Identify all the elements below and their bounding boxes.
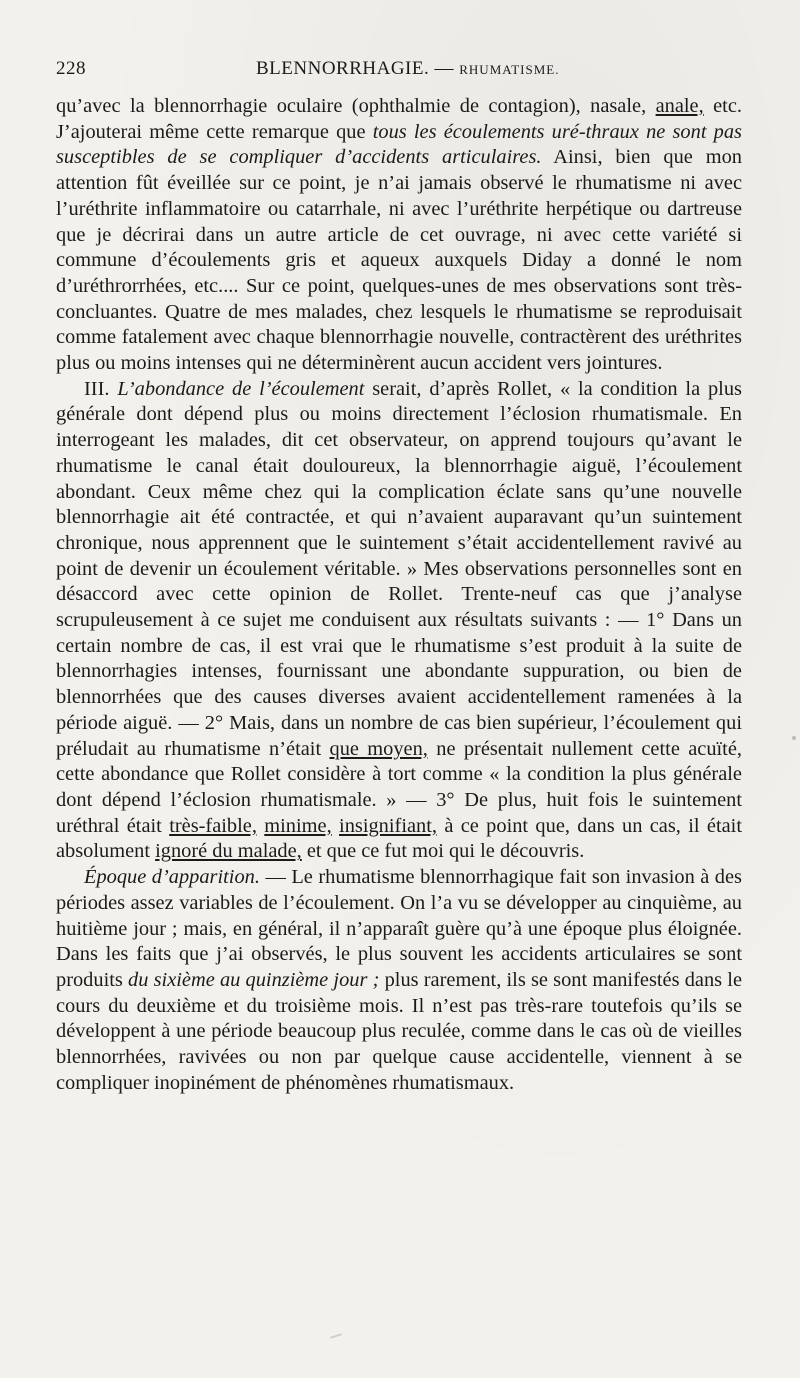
text-span: Ainsi, bien que mon attention fût éveillée sur ce point, je n’ai jamais observé le rhumatisme ni avec l’uréthrite inflammatoire ou catarrhale, ni avec l’uréthrite herpétique ou dartreuse que je décrirai dans un autre article de cet ouvrage, ni avec cette variété si commune d’écoulements gris et aqueux auxquels Diday a donné le nom d’uréthrorrhées, etc.... Sur ce point, quelques-unes de mes observations sont très-concluantes. Quatre de mes malades, chez lesquels le rhumatisme se reproduisait comme fatalement avec chaque blennorrhagie nouvelle, contractèrent des uréthrites plus ou moins intenses qui ne déterminèrent aucun accident vers jointures.	[56, 146, 742, 375]
text-span: serait, d’après Rollet, « la condition la plus générale dont dépend plus ou moins directement l’éclosion rhumatismale. En interrogeant les malades, dit cet observateur, on apprend toujours qu’avant le rhumatisme le canal était douloureux, la blennorrhagie aiguë, l’écoulement abondant. Ceux même chez qui la complication éclate sans qu’une nouvelle blennorrhagie ait été contractée, et qui n’avaient auparavant qu’un suintement chronique, nous apprennent que le suintement s’était accidentellement ravivé au point de devenir un écoulement véritable. » Mes observations personnelles sont en désaccord avec cette opinion de Rollet. Trente-neuf cas que j’analyse scrupuleusement à ce sujet me conduisent aux résultats suivants : — 1° Dans un certain nombre de cas, il est vrai que le rhumatisme s’est produit à la suite de blennorrhagies intenses, fournissant une abondante suppuration, ou bien de blennorrhées que des causes diverses avaient accidentellement ramenées à la période aiguë. — 2° Mais, dans un nombre de cas bien supérieur, l’écoulement qui préludait au rhumatisme n’était	[56, 377, 742, 760]
underlined-text: très-faible,	[169, 814, 257, 837]
paragraph-1	[56, 94, 742, 377]
section-number: III.	[84, 377, 118, 400]
italic-text: du sixième au quinzième jour ;	[128, 968, 380, 991]
running-title	[256, 58, 559, 80]
page-header	[56, 58, 742, 84]
underlined-text: insignifiant,	[339, 814, 438, 837]
text-span: etc. J’ajouterai même cette remarque que	[56, 95, 742, 143]
text-span	[332, 815, 339, 837]
underlined-text: anale,	[655, 95, 704, 117]
paragraph-2	[56, 377, 742, 865]
text-span: qu’avec la blennorrhagie oculaire (ophthalmie de contagion), nasale,	[56, 95, 656, 117]
italic-text: tous les écoulements uré-thraux ne sont pas susceptibles de se compliquer d’accidents articulaires.	[56, 120, 742, 169]
running-title-sub: RHUMATISME.	[459, 62, 560, 77]
text-span: à ce point que, dans un cas, il était absolument	[56, 814, 742, 863]
italic-heading: Époque d’apparition.	[84, 866, 260, 889]
underlined-text: que moyen,	[329, 737, 428, 760]
scan-speck	[792, 736, 796, 740]
paragraph-3	[56, 865, 742, 1096]
page-number: 228	[56, 58, 86, 79]
underlined-text: minime,	[264, 814, 332, 837]
text-span: et que ce fut moi qui le découvris.	[301, 840, 585, 863]
page-stain	[330, 1333, 342, 1339]
running-title-main: BLENNORRHAGIE. —	[256, 58, 454, 79]
text-span: — Le rhumatisme blennorrhagique fait son invasion à des périodes assez variables de l’écoulement. On l’a vu se développer au cinquième, au huitième jour ; mais, en général, il n’apparaît guère qu’à une époque plus éloignée. Dans les faits que j’ai observés, le plus souvent les accidents articulaires se sont produits	[56, 866, 742, 991]
text-span: ne présentait nullement cette acuïté, cette abondance que Rollet considère à tort comme « la condition la plus générale dont dépend l’éclosion rhumatismale. » — 3° De plus, huit fois le suintement uréthral était	[56, 737, 742, 837]
text-span: plus rarement, ils se sont manifestés dans le cours du deuxième et du troisième mois. Il n’est pas très-rare toutefois qu’ils se développent à une période beaucoup plus reculée, comme dans le cas où de vieilles blennorrhées, ravivées ou non par quelque cause accidentelle, viennent à se compliquer inopinément de phénomènes rhumatismaux.	[56, 968, 743, 1094]
underlined-text: ignoré du malade,	[155, 840, 302, 863]
italic-text: L’abondance de l’écoulement	[117, 377, 365, 400]
body-text	[56, 94, 742, 1096]
